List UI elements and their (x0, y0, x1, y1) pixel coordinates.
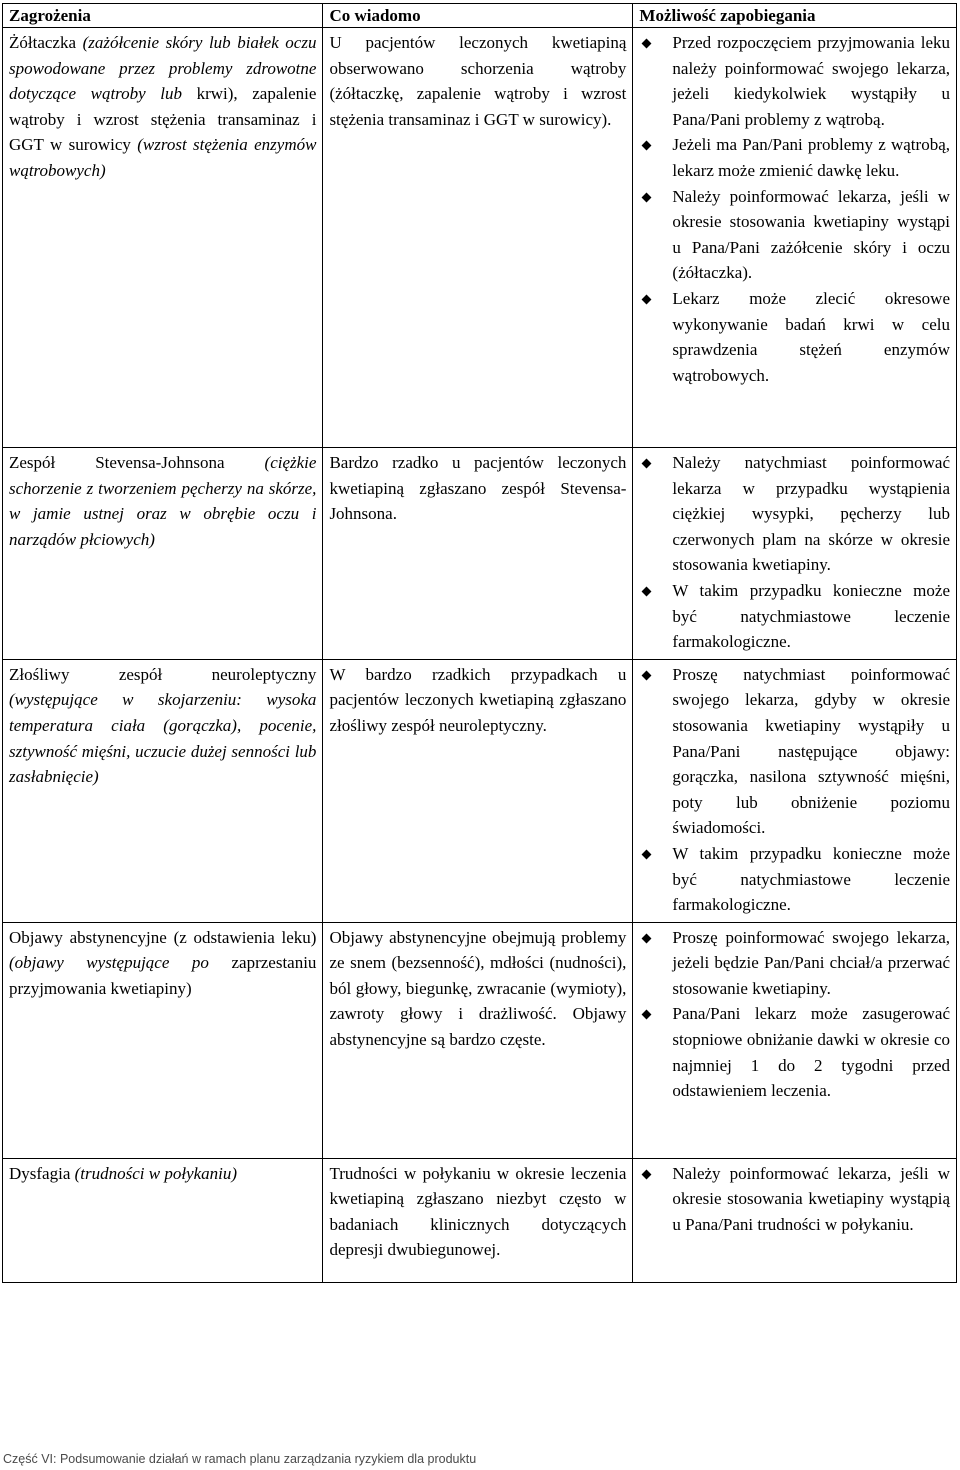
diamond-bullet-icon (642, 933, 652, 943)
risk-text-part: (trudności w połykaniu) (74, 1163, 238, 1183)
prevention-cell (633, 659, 957, 922)
diamond-bullet-icon (642, 1010, 652, 1020)
prevention-list (639, 1161, 950, 1238)
diamond-bullet-icon (642, 587, 652, 597)
prevention-list (639, 450, 950, 655)
prevention-item (639, 132, 950, 183)
prevention-item (639, 925, 950, 1002)
header-known: Co wiadomo (323, 4, 633, 28)
table-row (3, 659, 957, 922)
risk-text (9, 925, 316, 1002)
risk-text-part: (objawy występujące po (9, 953, 232, 973)
risk-text-part: Objawy abstynencyjne (z odstawienia leku) (9, 927, 317, 947)
risk-text (9, 450, 316, 552)
prevention-item-text: W takim przypadku konieczne może być natychmiastowe leczenie farmakologiczne. (672, 843, 950, 915)
prevention-item-text: Przed rozpoczęciem przyjmowania leku należy poinformować swojego lekarza, jeżeli kiedykolwiek wystąpiły u Pana/Pani problemy z wątrobą. (672, 33, 950, 129)
risk-cell (3, 1158, 323, 1282)
header-risks: Zagrożenia (3, 4, 323, 28)
prevention-item-text: Należy poinformować lekarza, jeśli w okresie stosowania kwetiapiny wystąpi u Pana/Pani zażółcenie skóry i oczu (żółtaczka). (672, 186, 950, 283)
table-row (3, 922, 957, 1158)
risk-text-part: (ciężkie schorzenie z tworzeniem pęcherzy na skórze, w jamie ustnej oraz w obrębie oczu i narządów płciowych) (9, 453, 317, 549)
known-text: Objawy abstynencyjne obejmują problemy ze snem (bezsenność), mdłości (nudności), ból głowy, biegunkę, zwracanie (wymioty), zawroty głowy i drażliwość. Objawy abstynencyjne są bardzo częste. (329, 927, 627, 1050)
risk-cell (3, 659, 323, 922)
prevention-cell (633, 1158, 957, 1282)
risk-text-part: (występujące w skojarzeniu: wysoka temperatura ciała (gorączka), pocenie, sztywność mięśni, uczucie dużej senności lub zasłabnięcie) (9, 690, 317, 787)
table-row (3, 28, 957, 448)
prevention-item (639, 662, 950, 841)
known-cell (323, 922, 633, 1158)
risk-cell (3, 28, 323, 448)
risk-text-part: zaprzestaniu przyjmowania kwetiapiny) (9, 953, 317, 998)
prevention-cell (633, 28, 957, 448)
risk-text-part: krwi), zapalenie wątroby i wzrost stężenia transaminaz i GGT w surowicy (9, 84, 317, 155)
prevention-cell (633, 922, 957, 1158)
header-prevention: Możliwość zapobiegania (633, 4, 957, 28)
header-row (3, 4, 957, 28)
table-body (3, 28, 957, 1283)
prevention-item (639, 30, 950, 132)
page-footer: Część VI: Podsumowanie działań w ramach planu zarządzania ryzykiem dla produktu (3, 1452, 477, 1466)
diamond-bullet-icon (642, 459, 652, 469)
risk-text (9, 30, 316, 184)
diamond-bullet-icon (642, 1169, 652, 1179)
diamond-bullet-icon (642, 849, 652, 859)
risk-text-part: (zażółcenie skóry lub białek oczu spowodowane przez problemy zdrowotne dotyczące wątroby lub (9, 33, 317, 104)
risk-cell (3, 448, 323, 660)
prevention-item-text: Należy poinformować lekarza, jeśli w okresie stosowania kwetiapiny wystąpią u Pana/Pani trudności w połykaniu. (672, 1163, 950, 1234)
prevention-cell (633, 448, 957, 660)
prevention-item (639, 286, 950, 388)
prevention-item-text: Lekarz może zlecić okresowe wykonywanie badań krwi w celu sprawdzenia stężeń enzymów wątrobowych. (672, 288, 950, 385)
risk-text-part: Dysfagia (9, 1163, 75, 1183)
risk-text (9, 1161, 316, 1187)
known-text: Bardzo rzadko u pacjentów leczonych kwetiapiną zgłaszano zespół Stevensa-Johnsona. (329, 453, 627, 524)
risk-text (9, 662, 316, 790)
prevention-item-text: Proszę poinformować swojego lekarza, jeżeli będzie Pan/Pani chciał/a przerwać stosowanie kwetiapiny. (672, 927, 950, 998)
prevention-item-text: Pana/Pani lekarz może zasugerować stopniowe obniżanie dawki w okresie co najmniej 1 do 2 tygodni przed odstawieniem leczenia. (672, 1004, 950, 1101)
prevention-item (639, 841, 950, 918)
known-cell (323, 28, 633, 448)
risk-cell (3, 922, 323, 1158)
known-cell (323, 659, 633, 922)
diamond-bullet-icon (642, 670, 652, 680)
prevention-item-text: Należy natychmiast poinformować lekarza w przypadku wystąpienia ciężkiej wysypki, pęcherzy lub czerwonych plam na skórze w okresie stosowania kwetiapiny. (672, 453, 950, 575)
known-text: W bardzo rzadkich przypadkach u pacjentów leczonych kwetiapiną zgłaszano złośliwy zespół neuroleptyczny. (329, 664, 627, 735)
diamond-bullet-icon (642, 39, 652, 49)
prevention-item (639, 578, 950, 655)
prevention-item-text: Proszę natychmiast poinformować swojego lekarza, gdyby w okresie stosowania kwetiapiny wystąpiły u Pana/Pani następujące objawy: gorączka, nasilona sztywność mięśni, poty lub obniżenie poziomu świadomości. (672, 664, 950, 838)
prevention-item-text: Jeżeli ma Pan/Pani problemy z wątrobą, lekarz może zmienić dawkę leku. (672, 135, 950, 180)
prevention-item-text: W takim przypadku konieczne może być natychmiastowe leczenie farmakologiczne. (672, 580, 950, 652)
prevention-item (639, 450, 950, 578)
prevention-list (639, 662, 950, 918)
table-row (3, 448, 957, 660)
prevention-list (639, 925, 950, 1104)
known-cell (323, 448, 633, 660)
known-text: Trudności w połykaniu w okresie leczenia kwetiapiną zgłaszano niezbyt często w badaniach klinicznych dotyczących depresji dwubiegunowej. (329, 1163, 627, 1260)
prevention-list (639, 30, 950, 388)
diamond-bullet-icon (642, 192, 652, 202)
prevention-item (639, 184, 950, 286)
risk-text-part: (wzrost stężenia enzymów wątrobowych) (9, 135, 317, 180)
known-cell (323, 1158, 633, 1282)
prevention-item (639, 1001, 950, 1103)
risk-text-part: Żółtaczka (9, 33, 83, 52)
known-text: U pacjentów leczonych kwetiapiną obserwowano schorzenia wątroby (żółtaczkę, zapalenie wątroby i wzrost stężenia transaminaz i GGT w surowicy). (329, 33, 627, 129)
prevention-item (639, 1161, 950, 1238)
risk-text-part: Złośliwy zespół neuroleptyczny (9, 664, 317, 684)
risk-text-part: Zespół Stevensa-Johnsona (9, 453, 265, 472)
diamond-bullet-icon (642, 294, 652, 304)
risk-table (2, 3, 957, 1283)
diamond-bullet-icon (642, 141, 652, 151)
table-row (3, 1158, 957, 1282)
